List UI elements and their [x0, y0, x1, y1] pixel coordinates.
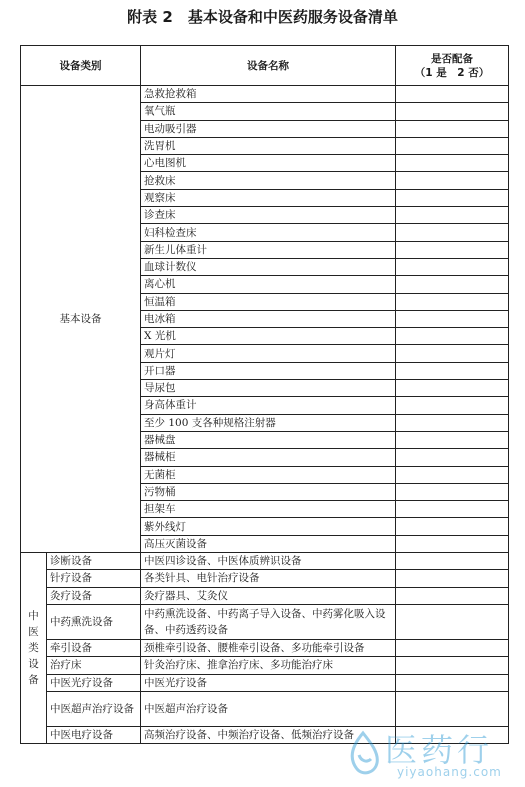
- config-cell[interactable]: [396, 414, 509, 431]
- equipment-name: 各类针具、电针治疗设备: [141, 570, 396, 587]
- equipment-name: 新生儿体重计: [141, 241, 396, 258]
- config-cell[interactable]: [396, 189, 509, 206]
- config-cell[interactable]: [396, 172, 509, 189]
- config-cell[interactable]: [396, 120, 509, 137]
- config-cell[interactable]: [396, 397, 509, 414]
- equipment-name: 离心机: [141, 276, 396, 293]
- config-cell[interactable]: [396, 518, 509, 535]
- category-tcm-char: 中: [28, 610, 39, 623]
- header-name: 设备名称: [141, 46, 396, 86]
- table-row: [21, 570, 509, 587]
- equipment-name: 无菌柜: [141, 466, 396, 483]
- equipment-name: 导尿包: [141, 380, 396, 397]
- config-cell[interactable]: [396, 674, 509, 691]
- config-cell[interactable]: [396, 535, 509, 552]
- equipment-name: 中药熏洗设备、中药离子导入设备、中药雾化吸入设备、中药透药设备: [141, 604, 396, 639]
- config-cell[interactable]: [396, 276, 509, 293]
- equipment-name: 灸疗器具、艾灸仪: [141, 587, 396, 604]
- table-body: [21, 86, 509, 744]
- equipment-name: 高压灭菌设备: [141, 535, 396, 552]
- config-cell[interactable]: [396, 207, 509, 224]
- config-cell[interactable]: [396, 310, 509, 327]
- equipment-name: 污物桶: [141, 483, 396, 500]
- equipment-name: 电冰箱: [141, 310, 396, 327]
- equipment-name: 高频治疗设备、中频治疗设备、低频治疗设备: [141, 726, 396, 743]
- config-cell[interactable]: [396, 639, 509, 656]
- config-cell[interactable]: [396, 155, 509, 172]
- equipment-name: 诊查床: [141, 207, 396, 224]
- table-row: [21, 604, 509, 639]
- table-row: [21, 691, 509, 726]
- config-cell[interactable]: [396, 657, 509, 674]
- config-cell[interactable]: [396, 86, 509, 103]
- config-cell[interactable]: [396, 449, 509, 466]
- equipment-name: 妇科检查床: [141, 224, 396, 241]
- equipment-name: 观片灯: [141, 345, 396, 362]
- equipment-name: 紫外线灯: [141, 518, 396, 535]
- equipment-name: 急救抢救箱: [141, 86, 396, 103]
- config-cell[interactable]: [396, 258, 509, 275]
- config-cell[interactable]: [396, 362, 509, 379]
- subcategory: 灸疗设备: [47, 587, 141, 604]
- config-cell[interactable]: [396, 587, 509, 604]
- header-config-line2: （1 是 2 否）: [414, 66, 490, 79]
- config-cell[interactable]: [396, 328, 509, 345]
- page-title: 附表 2 基本设备和中医药服务设备清单: [127, 8, 398, 26]
- subcategory: 牵引设备: [47, 639, 141, 656]
- table-header-row: [21, 46, 509, 86]
- config-cell[interactable]: [396, 103, 509, 120]
- equipment-name: 恒温箱: [141, 293, 396, 310]
- equipment-name: 氧气瓶: [141, 103, 396, 120]
- header-config: [396, 46, 509, 86]
- equipment-name: 中医光疗设备: [141, 674, 396, 691]
- header-category: 设备类别: [21, 46, 141, 86]
- config-cell[interactable]: [396, 553, 509, 570]
- config-cell[interactable]: [396, 691, 509, 726]
- subcategory: 中医电疗设备: [47, 726, 141, 743]
- equipment-name: 身高体重计: [141, 397, 396, 414]
- table-row: [21, 657, 509, 674]
- config-cell[interactable]: [396, 726, 509, 743]
- category-tcm: [21, 553, 47, 744]
- config-cell[interactable]: [396, 501, 509, 518]
- table-row: [21, 674, 509, 691]
- config-cell[interactable]: [396, 137, 509, 154]
- watermark-text-en: yiyaohang.com: [397, 765, 502, 779]
- subcategory: 针疗设备: [47, 570, 141, 587]
- equipment-name: 心电图机: [141, 155, 396, 172]
- category-tcm-char: 备: [28, 674, 39, 687]
- equipment-name: 担架车: [141, 501, 396, 518]
- table-row: [21, 726, 509, 743]
- equipment-name: 观察床: [141, 189, 396, 206]
- table-row: [21, 86, 509, 103]
- equipment-name: 电动吸引器: [141, 120, 396, 137]
- config-cell[interactable]: [396, 466, 509, 483]
- equipment-name: 洗胃机: [141, 137, 396, 154]
- table-row: [21, 553, 509, 570]
- equipment-name: 至少 100 支各种规格注射器: [141, 414, 396, 431]
- subcategory: 治疗床: [47, 657, 141, 674]
- equipment-name: 中医超声治疗设备: [141, 691, 396, 726]
- equipment-name: 血球计数仪: [141, 258, 396, 275]
- equipment-name: 开口器: [141, 362, 396, 379]
- config-cell[interactable]: [396, 431, 509, 448]
- config-cell[interactable]: [396, 293, 509, 310]
- config-cell[interactable]: [396, 345, 509, 362]
- subcategory: 中医超声治疗设备: [47, 691, 141, 726]
- equipment-name: 器械盘: [141, 431, 396, 448]
- equipment-name: 抢救床: [141, 172, 396, 189]
- header-config-line1: 是否配备: [431, 52, 473, 65]
- category-tcm-char: 设: [28, 658, 39, 671]
- config-cell[interactable]: [396, 241, 509, 258]
- table-row: [21, 639, 509, 656]
- table-row: [21, 587, 509, 604]
- equipment-name: 颈椎牵引设备、腰椎牵引设备、多功能牵引设备: [141, 639, 396, 656]
- config-cell[interactable]: [396, 224, 509, 241]
- equipment-name: 中医四诊设备、中医体质辨识设备: [141, 553, 396, 570]
- category-basic: 基本设备: [21, 86, 141, 553]
- equipment-name: 针灸治疗床、推拿治疗床、多功能治疗床: [141, 657, 396, 674]
- equipment-name: 器械柜: [141, 449, 396, 466]
- config-cell[interactable]: [396, 570, 509, 587]
- category-tcm-char: 医: [28, 626, 39, 639]
- config-cell[interactable]: [396, 604, 509, 639]
- watermark-text-cn: 医药行: [385, 731, 494, 769]
- subcategory: 中医光疗设备: [47, 674, 141, 691]
- subcategory: 诊断设备: [47, 553, 141, 570]
- equipment-table: [20, 45, 509, 744]
- config-cell[interactable]: [396, 483, 509, 500]
- category-tcm-char: 类: [28, 642, 39, 655]
- equipment-name: X 光机: [141, 328, 396, 345]
- subcategory: 中药熏洗设备: [47, 604, 141, 639]
- config-cell[interactable]: [396, 380, 509, 397]
